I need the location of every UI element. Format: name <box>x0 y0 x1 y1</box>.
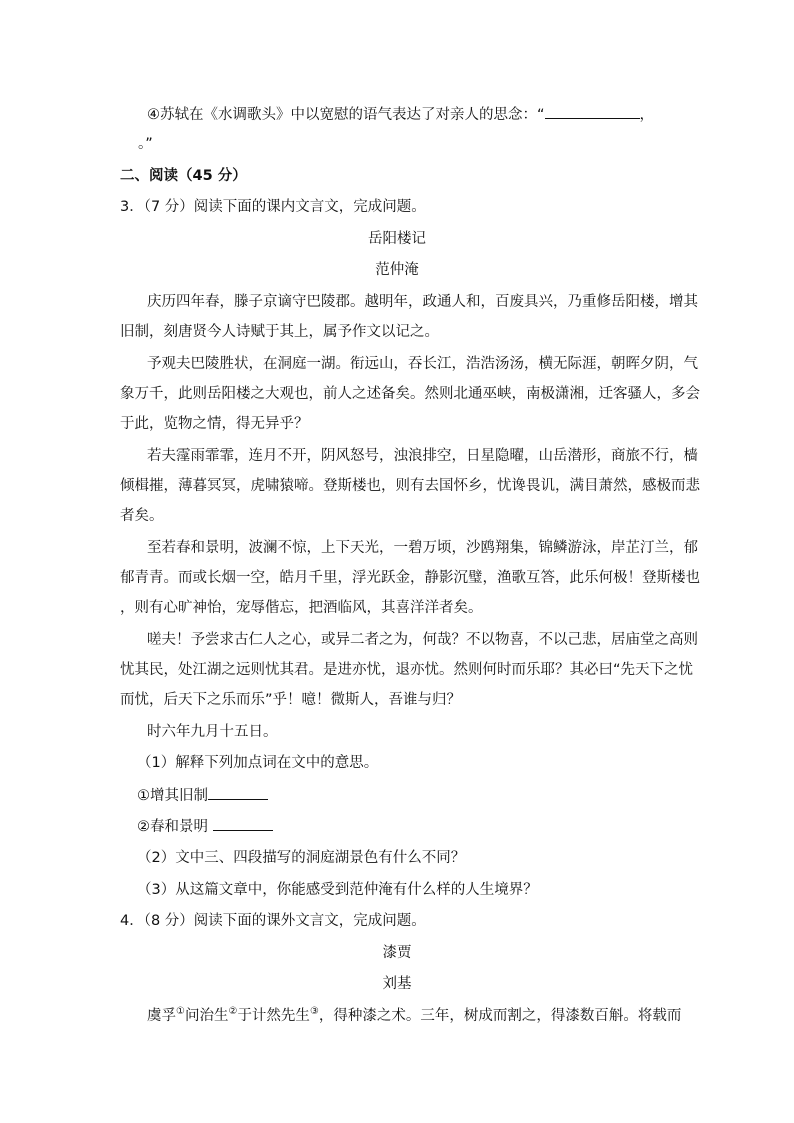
q4-text-segment: 于计然先生 <box>237 1008 310 1024</box>
q3-p5-line1: 嗟夫！予尝求古仁人之心，或异二者之为，何哉？不以物喜，不以己悲，居庙堂之高则 <box>147 632 698 648</box>
q3-p6: 时六年九月十五日。 <box>147 724 278 740</box>
q4-author: 刘基 <box>382 976 412 992</box>
q3-sub1-b <box>137 816 697 837</box>
q3-p2-line2: 象万千，此则岳阳楼之大观也，前人之述备矣。然则北通巫峡，南极潇湘，迁客骚人，多会 <box>120 386 700 402</box>
q3-title: 岳阳楼记 <box>368 231 426 247</box>
q3-p4-line2: 郁青青。而或长烟一空，皓月千里，浮光跃金，静影沉璧，渔歌互答，此乐何极！登斯楼也 <box>120 570 700 586</box>
answer-blank[interactable] <box>208 785 268 800</box>
q3-p3-line3: 者矣。 <box>120 508 164 524</box>
q3-p5-line3: 而忧，后天下之乐而乐”乎！噫！微斯人，吾谁与归？ <box>120 692 462 708</box>
q3-intro: 3．（7 分）阅读下面的课内文言文，完成问题。 <box>120 199 426 215</box>
footnote-marker: ② <box>228 1006 238 1018</box>
q3-p2-line1: 予观夫巴陵胜状，在洞庭一湖。衔远山，吞长江，浩浩汤汤，横无际涯，朝晖夕阴，气 <box>147 356 698 372</box>
q2-item4-suffix: ， <box>639 107 655 123</box>
q4-title: 漆贾 <box>382 945 412 961</box>
q2-item4-line2: 。” <box>138 136 153 152</box>
q3-sub1: （1）解释下列加点词在文中的意思。 <box>137 755 379 771</box>
q4-p1-line1 <box>147 1006 680 1026</box>
q3-sub1-a <box>137 785 697 806</box>
footnote-marker: ③ <box>309 1006 319 1018</box>
q3-p3-line2: 倾楫摧，薄暮冥冥，虎啸猿啼。登斯楼也，则有去国怀乡，忧谗畏讥，满目萧然，感极而悲 <box>120 478 700 494</box>
q4-intro: 4．（8 分）阅读下面的课外文言文，完成问题。 <box>120 913 426 929</box>
q3-sub3: （3）从这篇文章中，你能感受到范仲淹有什么样的人生境界？ <box>137 882 538 898</box>
footnote-marker: ① <box>176 1006 185 1018</box>
q3-p1-line1: 庆历四年春，滕子京谪守巴陵郡。越明年，政通人和，百废具兴，乃重修岳阳楼，增其 <box>147 294 698 310</box>
q3-sub2: （2）文中三、四段描写的洞庭湖景色有什么不同？ <box>137 850 466 866</box>
q3-p3-line1: 若夫霪雨霏霏，连月不开，阴风怒号，浊浪排空，日星隐曜，山岳潜形，商旅不行，樯 <box>147 448 698 464</box>
q4-text-segment: 虞孚 <box>147 1008 176 1024</box>
q3-sub1-b-text: ②春和景明 <box>137 819 213 835</box>
q3-p1-line2: 旧制，刻唐贤今人诗赋于其上，属予作文以记之。 <box>120 324 439 340</box>
answer-blank[interactable] <box>545 104 640 119</box>
q3-p4-line1: 至若春和景明，波澜不惊，上下天光，一碧万顷，沙鸥翔集，锦鳞游泳，岸芷汀兰，郁 <box>147 540 698 556</box>
q4-text-segment: 问治生 <box>184 1008 229 1024</box>
q4-text-segment: ，得种漆之术。三年，树成而割之，得漆数百斛。将载而 <box>318 1008 682 1024</box>
q2-item4-text: ④苏轼在《水调歌头》中以宽慰的语气表达了对亲人的思念：“ <box>147 107 545 123</box>
section-heading: 二、阅读（45 分） <box>120 168 247 184</box>
q3-sub1-a-text: ①增其旧制 <box>137 788 208 804</box>
q2-item4-line1 <box>147 104 680 125</box>
q3-author: 范仲淹 <box>375 262 419 278</box>
q3-p5-line2: 忧其民，处江湖之远则忧其君。是进亦忧，退亦忧。然则何时而乐耶？其必曰“先天下之忧 <box>120 662 694 678</box>
q3-p4-line3: ，则有心旷神怡，宠辱偕忘，把酒临风，其喜洋洋者矣。 <box>120 600 483 616</box>
answer-blank[interactable] <box>213 816 273 831</box>
q3-p2-line3: 于此，览物之情，得无异乎？ <box>120 416 309 432</box>
